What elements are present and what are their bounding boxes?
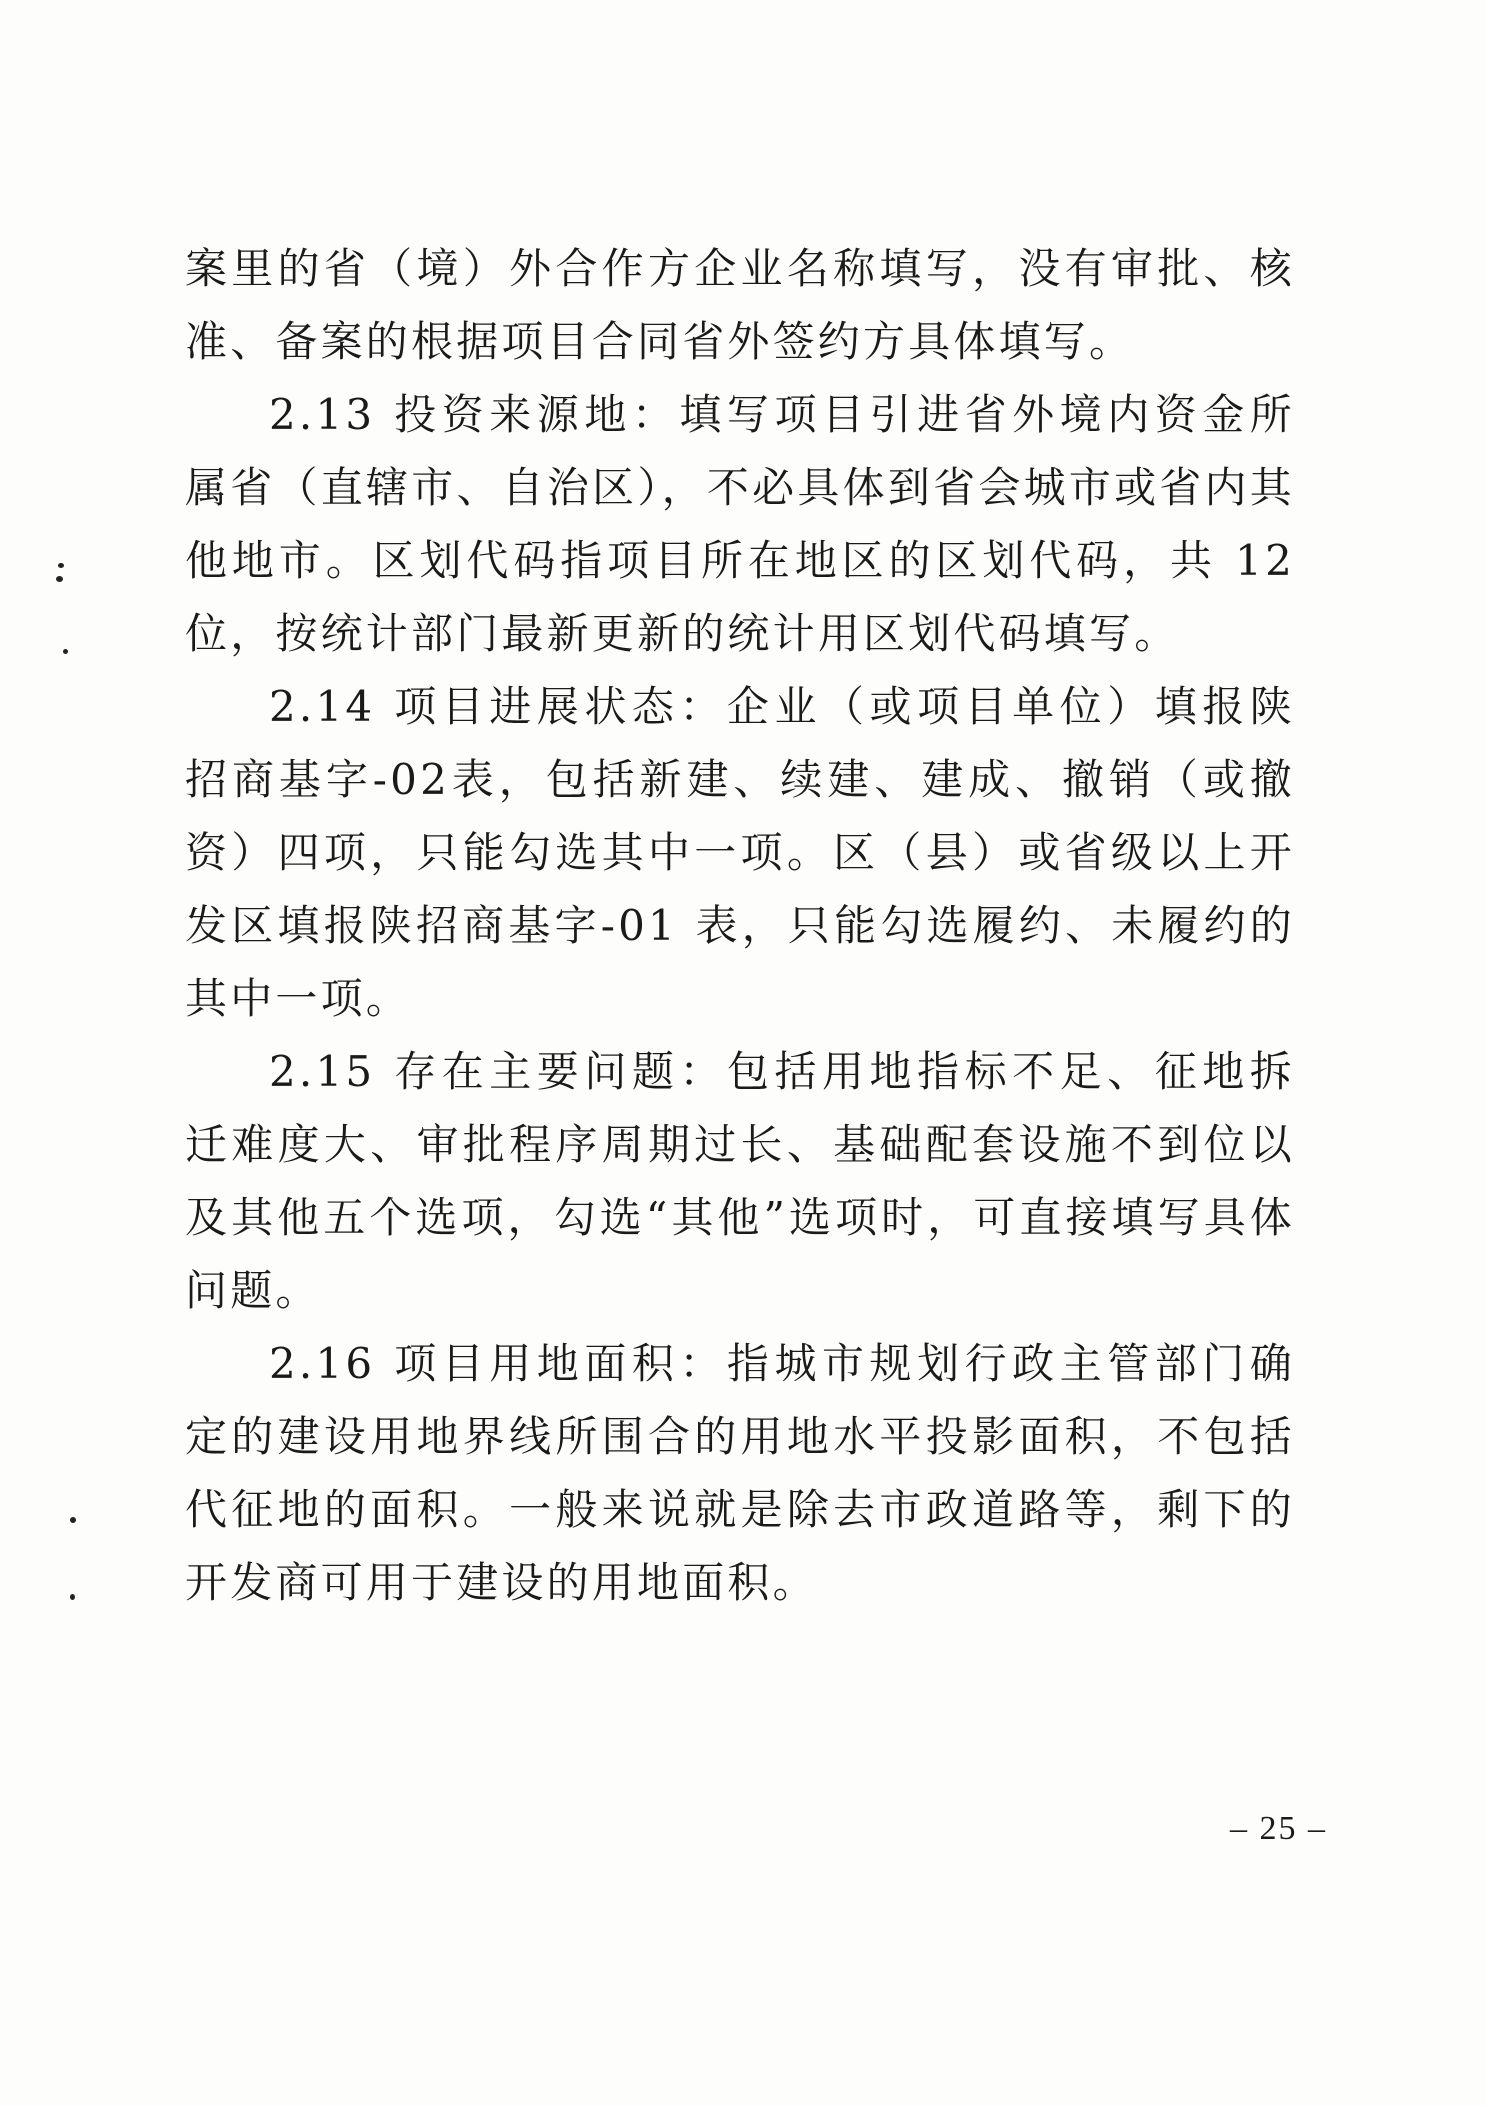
- binding-mark: [56, 576, 63, 582]
- paragraph-2-15-main-problems: 2.15 存在主要问题：包括用地指标不足、征地拆迁难度大、审批程序周期过长、基础配套设施不到位以及其他五个选项，勾选“其他”选项时，可直接填写具体问题。: [185, 1047, 1295, 1315]
- paragraph-2-16-land-area: 2.16 项目用地面积：指城市规划行政主管部门确定的建设用地界线所围合的用地水平投影面积，不包括代征地的面积。一般来说就是除去市政道路等，剩下的开发商可用于建设的用地面积。: [185, 1339, 1295, 1607]
- binding-mark: [70, 1594, 75, 1600]
- paragraph-2-14-project-status: 2.14 项目进展状态：企业（或项目单位）填报陕招商基字-02表，包括新建、续建、建成、撤销（或撤资）四项，只能勾选其中一项。区（县）或省级以上开发区填报陕招商基字-01 表，只能勾选履约、未履约的其中一项。: [185, 682, 1295, 1023]
- document-body: [185, 232, 1295, 1619]
- binding-mark: [63, 649, 68, 654]
- page-number: – 25 –: [1230, 1810, 1327, 1847]
- paragraph-continuation: 案里的省（境）外合作方企业名称填写，没有审批、核准、备案的根据项目合同省外签约方具体填写。: [185, 244, 1295, 366]
- paragraph-2-13-investment-source: 2.13 投资来源地：填写项目引进省外境内资金所属省（直辖市、自治区），不必具体到省会城市或省内其他地市。区划代码指项目所在地区的区划代码，共 12 位，按统计部门最新更新的统计用区划代码填写。: [185, 390, 1295, 658]
- binding-mark: [70, 1517, 76, 1523]
- binding-mark: [58, 563, 64, 568]
